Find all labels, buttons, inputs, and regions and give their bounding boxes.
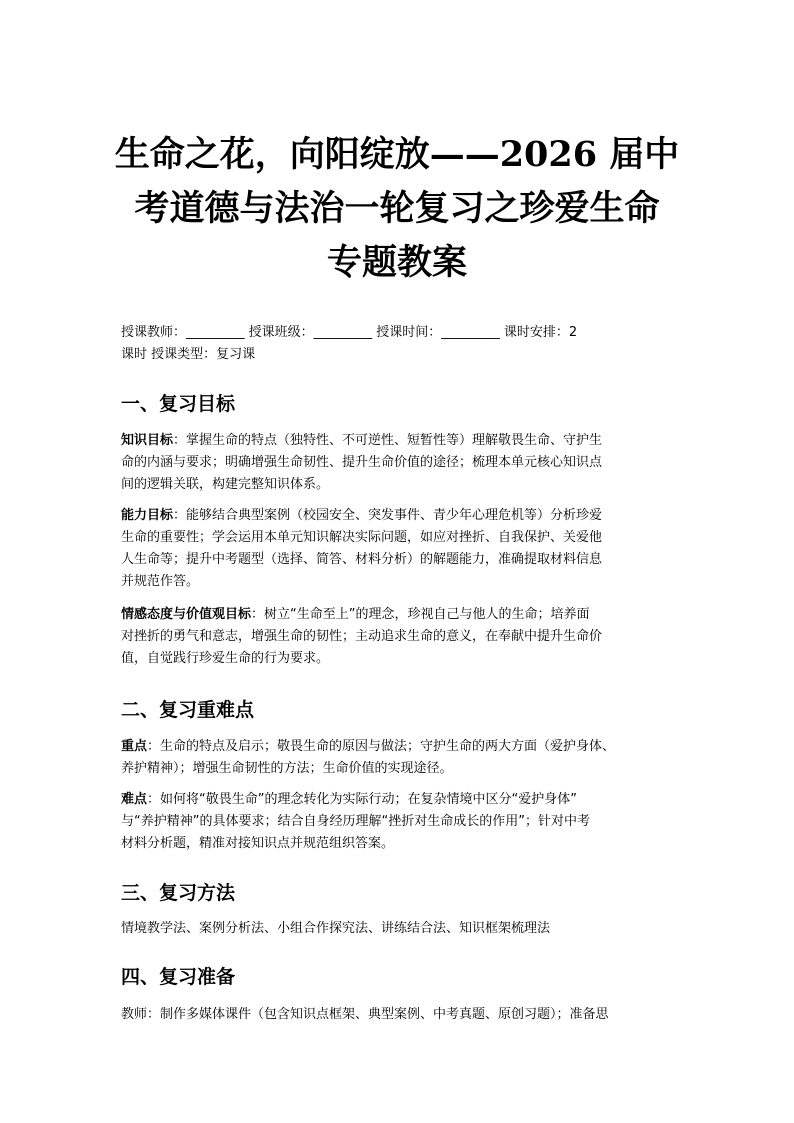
- paragraph-text: ：树立“生命至上”的理念，珍视自己与他人的生命；培养面: [251, 607, 590, 622]
- paragraph-key-points: [121, 736, 681, 780]
- paragraph-label: 重点: [121, 739, 148, 754]
- title-line: 生命之花，向阳绽放——2026 届中: [114, 134, 680, 175]
- section-heading-methods: 三、复习方法: [121, 882, 236, 904]
- title-line: 考道德与法治一轮复习之珍爱生命: [134, 188, 660, 229]
- section-heading-preparation: 四、复习准备: [121, 966, 236, 988]
- paragraph-methods: [121, 918, 681, 940]
- paragraph-values-goal: [121, 604, 681, 670]
- paragraph-label: 知识目标: [121, 433, 174, 448]
- paragraph-text: 值，自觉践行珍爱生命的行为要求。: [121, 651, 330, 666]
- document-title: [100, 128, 694, 290]
- lesson-meta: [121, 322, 681, 366]
- paragraph-text: 间的逻辑关联，构建完整知识体系。: [121, 477, 330, 492]
- paragraph-label: 能力目标: [121, 508, 174, 523]
- paragraph-text: 情境教学法、案例分析法、小组合作探究法、讲练结合法、知识框架梳理法: [121, 921, 551, 936]
- section-heading-key-points: 二、复习重难点: [121, 699, 255, 721]
- paragraph-text: 养护精神）；增强生命韧性的方法；生命价值的实现途径。: [121, 761, 453, 776]
- paragraph-text: 对挫折的勇气和意志，增强生命的韧性；主动追求生命的意义，在奉献中提升生命价: [121, 629, 603, 644]
- paragraph-label: 难点: [121, 792, 148, 807]
- paragraph-text: 生命的重要性；学会运用本单元知识解决实际问题，如应对挫折、自我保护、关爱他: [121, 530, 603, 545]
- title-line: 专题教案: [326, 242, 467, 283]
- paragraph-text: 与“养护精神”的具体要求；结合自身经历理解“挫折对生命成长的作用”；针对中考: [121, 814, 590, 829]
- paragraph-text: 命的内涵与要求；明确增强生命韧性、提升生命价值的途径；梳理本单元核心知识点: [121, 455, 603, 470]
- paragraph-text: 教师：制作多媒体课件（包含知识点框架、典型案例、中考真题、原创习题）；准备思: [121, 1007, 609, 1022]
- paragraph-difficulties: [121, 789, 681, 855]
- paragraph-label: 情感态度与价值观目标: [121, 607, 252, 622]
- meta-line: 授课教师：_________ 授课班级：_________ 授课时间：_________ 课时安排：2: [121, 325, 578, 340]
- section-heading-objectives: 一、复习目标: [121, 393, 236, 415]
- paragraph-text: ：掌握生命的特点（独特性、不可逆性、短暂性等）理解敬畏生命、守护生: [173, 433, 603, 448]
- paragraph-text: ：能够结合典型案例（校园安全、突发事件、青少年心理危机等）分析珍爱: [173, 508, 603, 523]
- paragraph-knowledge-goal: [121, 430, 681, 496]
- paragraph-text: 并规范作答。: [121, 574, 200, 589]
- meta-line: 课时 授课类型：复习课: [121, 347, 256, 362]
- paragraph-text: 人生命等；提升中考题型（选择、简答、材料分析）的解题能力，准确提取材料信息: [121, 552, 603, 567]
- paragraph-ability-goal: [121, 505, 681, 593]
- paragraph-preparation: [121, 1004, 681, 1026]
- paragraph-text: ：如何将“敬畏生命”的理念转化为实际行动；在复杂情境中区分“爱护身体”: [147, 792, 577, 807]
- paragraph-text: ：生命的特点及启示；敬畏生命的原因与做法；守护生命的两大方面（爱护身体、: [147, 739, 616, 754]
- paragraph-text: 材料分析题，精准对接知识点并规范组织答案。: [121, 836, 395, 851]
